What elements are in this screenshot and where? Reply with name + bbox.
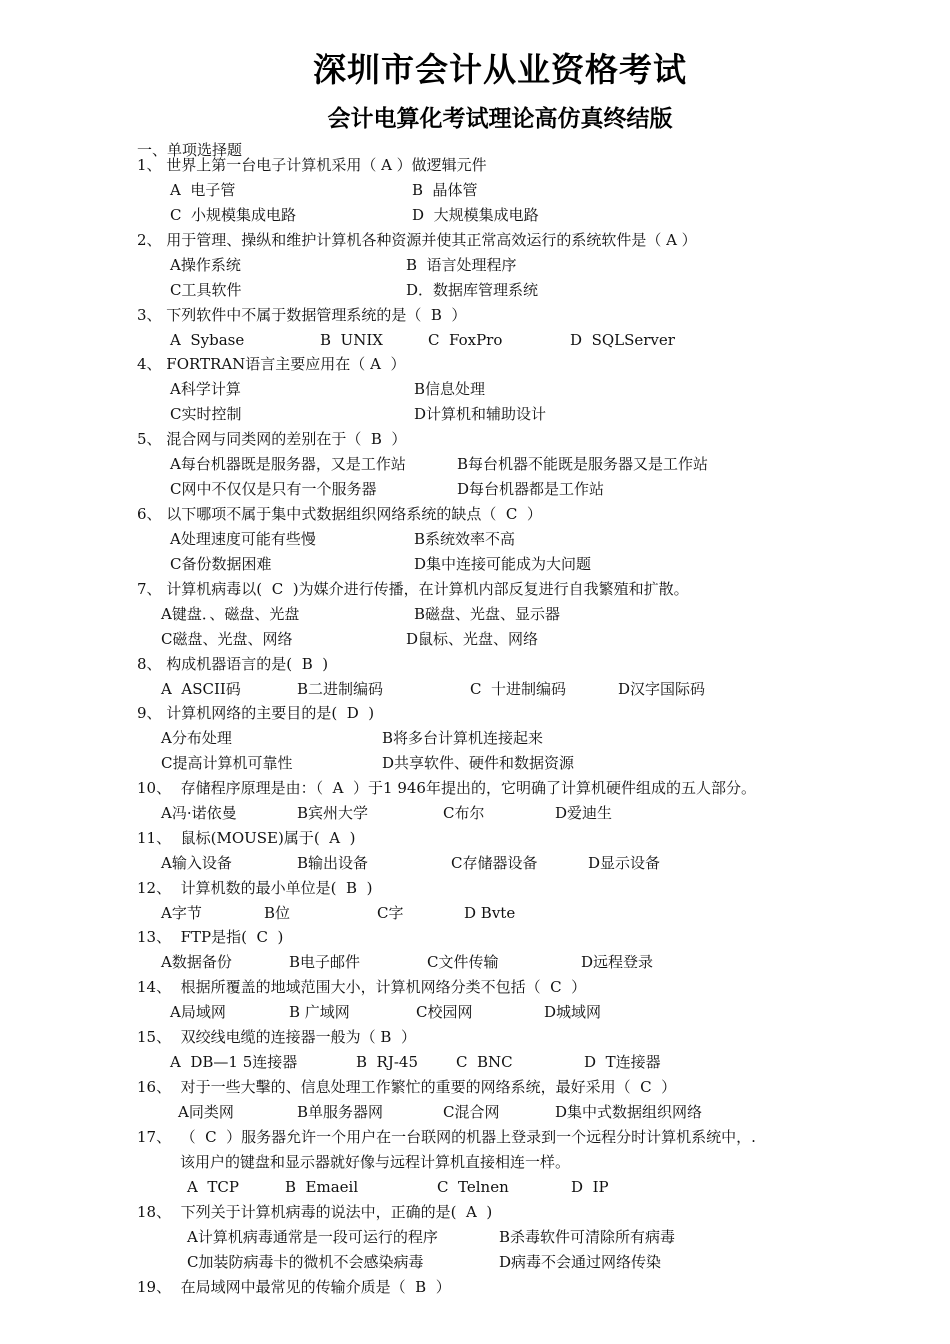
option-text: A每台机器既是服务器，又是工作站 bbox=[170, 455, 406, 473]
option-text: C磁盘、光盘、网络 bbox=[161, 630, 293, 648]
question-text: 13、 FTP是指( C ) bbox=[137, 928, 284, 946]
option-text: A键盘．、磁盘、光盘 bbox=[161, 605, 300, 623]
option-text: D集中连接可能成为大问题 bbox=[414, 555, 592, 573]
option-text: A冯·诺依曼 bbox=[161, 804, 237, 822]
option-text: A数据备份 bbox=[161, 953, 232, 971]
option-text: A DB—1 5连接器 bbox=[170, 1053, 298, 1071]
option-text: A科学计算 bbox=[170, 380, 241, 398]
option-text: C提高计算机可靠性 bbox=[161, 754, 293, 772]
option-text: A分布处理 bbox=[161, 729, 232, 747]
question-text: 18、 下列关于计算机病毒的说法中，正确的是( A ) bbox=[137, 1203, 493, 1221]
question-text: 10、 存储程序原理是由：（ A ）于1 946年提出的，它明确了计算机硬件组成的五人部分。 bbox=[137, 779, 756, 797]
option-text: B位 bbox=[264, 904, 291, 922]
option-text: B输出设备 bbox=[297, 854, 369, 872]
option-text: D汉字国际码 bbox=[618, 680, 706, 698]
section-heading: 一、单项选择题 bbox=[137, 141, 243, 159]
option-text: B 语言处理程序 bbox=[406, 256, 517, 274]
question-text: 12、 计算机数的最小单位是( B ) bbox=[137, 879, 373, 897]
option-text: B电子邮件 bbox=[289, 953, 361, 971]
option-text: B 广域网 bbox=[289, 1003, 350, 1021]
option-text: B单服务器网 bbox=[297, 1103, 384, 1121]
option-text: C实时控制 bbox=[170, 405, 242, 423]
option-text: C Telnen bbox=[437, 1178, 509, 1196]
option-text: C网中不仅仅是只有一个服务器 bbox=[170, 480, 377, 498]
question-text: 3、 下列软件中不属于数据管理系统的是（ B ） bbox=[137, 306, 467, 324]
option-text: D计算机和辅助设计 bbox=[414, 405, 547, 423]
option-text: C 十进制编码 bbox=[470, 680, 567, 698]
option-text: B信息处理 bbox=[414, 380, 486, 398]
option-text: B UNIX bbox=[320, 331, 383, 349]
option-text: A处理速度可能有些慢 bbox=[170, 530, 316, 548]
option-text: D集中式数据组织网络 bbox=[555, 1103, 703, 1121]
question-text: 6、 以下哪项不属于集中式数据组织网络系统的缺点（ C ） bbox=[137, 505, 542, 523]
option-text: C字 bbox=[377, 904, 404, 922]
question-text: 11、 鼠标(MOUSE)属于( A ) bbox=[137, 829, 356, 847]
question-text: 17、 （ C ）服务器允许一个用户在一台联网的机器上登录到一个远程分时计算机系统中，. bbox=[137, 1128, 756, 1146]
option-text: C备份数据困难 bbox=[170, 555, 272, 573]
option-text: A操作系统 bbox=[170, 256, 241, 274]
option-text: D T连接器 bbox=[584, 1053, 661, 1071]
option-text: C工具软件 bbox=[170, 281, 242, 299]
option-text: A输入设备 bbox=[161, 854, 232, 872]
option-text: D 大规模集成电路 bbox=[412, 206, 539, 224]
option-text: C布尔 bbox=[443, 804, 485, 822]
option-text: B二进制编码 bbox=[297, 680, 384, 698]
option-text: C校园网 bbox=[416, 1003, 473, 1021]
option-text: B宾州大学 bbox=[297, 804, 369, 822]
question-text: 16、 对于一些大擊的、信息处理工作繁忙的重要的网络系统，最好采用（ C ） bbox=[137, 1078, 677, 1096]
option-text: D．数据库管理系统 bbox=[406, 281, 539, 299]
question-text: 9、 计算机网络的主要目的是( D ) bbox=[137, 704, 375, 722]
option-text: C 小规模集成电路 bbox=[170, 206, 297, 224]
option-text: C加装防病毒卡的微机不会感染病毒 bbox=[187, 1253, 424, 1271]
question-text: 19、 在局域网中最常见的传输介质是（ B ） bbox=[137, 1278, 451, 1296]
option-text: D显示设备 bbox=[588, 854, 661, 872]
option-text: D共享软件、硬件和数据资源 bbox=[382, 754, 575, 772]
question-text: 15、 双绞线电缆的连接器一般为（ B ） bbox=[137, 1028, 416, 1046]
option-text: D爱迪生 bbox=[555, 804, 613, 822]
option-text: D病毒不会通过网络传染 bbox=[499, 1253, 662, 1271]
option-text: D IP bbox=[571, 1178, 609, 1196]
option-text: D每台机器都是工作站 bbox=[457, 480, 605, 498]
option-text: A TCP bbox=[187, 1178, 239, 1196]
option-text: C BNC bbox=[456, 1053, 513, 1071]
question-text: 4、 FORTRAN语言主要应用在（ A ） bbox=[137, 355, 406, 373]
option-text: D远程登录 bbox=[581, 953, 654, 971]
question-text: 1、 世界上第一台电子计算机采用（ A ）做逻辑元件 bbox=[137, 156, 487, 174]
page-title: 深圳市会计从业资格考试 bbox=[313, 50, 687, 89]
question-text: 7、 计算机病毒以( C )为媒介进行传播，在计算机内部反复进行自我繁殖和扩散。 bbox=[137, 580, 689, 598]
option-text: D SQLServer bbox=[570, 331, 675, 349]
option-text: C混合网 bbox=[443, 1103, 500, 1121]
option-text: A 电子管 bbox=[170, 181, 236, 199]
option-text: D Bvte bbox=[464, 904, 516, 922]
option-text: B将多台计算机连接起来 bbox=[382, 729, 544, 747]
option-text: A计算机病毒通常是一段可运行的程序 bbox=[187, 1228, 438, 1246]
question-text: 2、 用于管理、操纵和维护计算机各种资源并使其正常高效运行的系统软件是（ A ） bbox=[137, 231, 697, 249]
option-text: B每台机器不能既是服务器又是工作站 bbox=[457, 455, 709, 473]
option-text: A ASCII码 bbox=[161, 680, 241, 698]
option-text: C存储器设备 bbox=[451, 854, 538, 872]
option-text: D鼠标、光盘、网络 bbox=[406, 630, 539, 648]
option-text: A字节 bbox=[161, 904, 202, 922]
page-subtitle: 会计电算化考试理论高仿真终结版 bbox=[327, 106, 673, 132]
option-text: A同类网 bbox=[178, 1103, 234, 1121]
option-text: B RJ-45 bbox=[356, 1053, 419, 1071]
question-text: 5、 混合网与同类网的差别在于（ B ） bbox=[137, 430, 407, 448]
question-text: 14、 根据所覆盖的地域范围大小，计算机网络分类不包括（ C ） bbox=[137, 978, 587, 996]
option-text: D城域网 bbox=[544, 1003, 602, 1021]
question-text: 该用户的键盘和显示器就好像与远程计算机直接相连一样。 bbox=[180, 1153, 571, 1171]
option-text: A Sybase bbox=[170, 331, 245, 349]
option-text: B 晶体管 bbox=[412, 181, 478, 199]
option-text: B系统效率不高 bbox=[414, 530, 516, 548]
option-text: A局域网 bbox=[170, 1003, 226, 1021]
option-text: B Emaeil bbox=[285, 1178, 359, 1196]
option-text: C FoxPro bbox=[428, 331, 503, 349]
option-text: C文件传输 bbox=[427, 953, 499, 971]
option-text: B杀毒软件可清除所有病毒 bbox=[499, 1228, 676, 1246]
option-text: B磁盘、光盘、显示器 bbox=[414, 605, 561, 623]
question-text: 8、 构成机器语言的是( B ) bbox=[137, 655, 329, 673]
